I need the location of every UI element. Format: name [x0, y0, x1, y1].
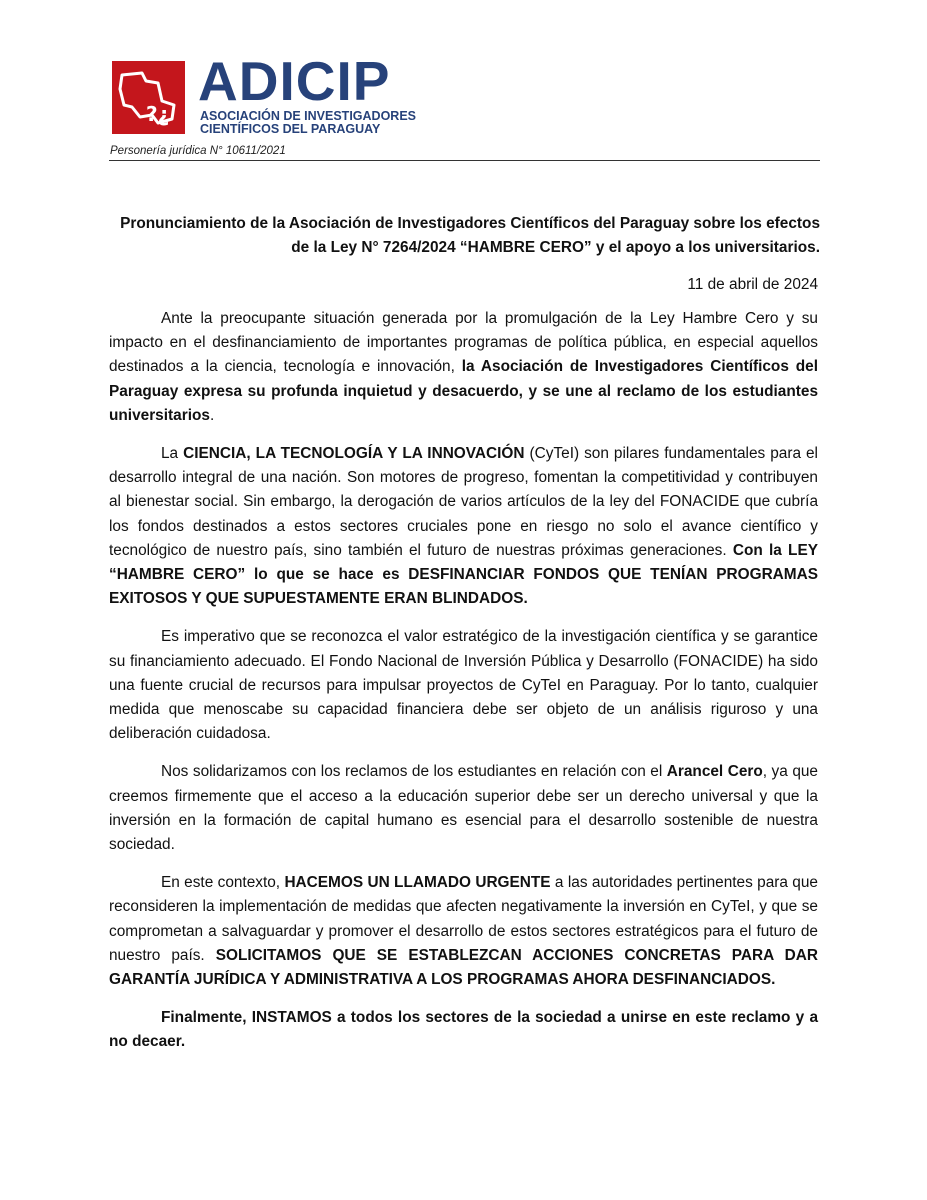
paragraph-5-bold-call: HACEMOS UN LLAMADO URGENTE: [284, 874, 551, 892]
paragraph-6-bold: Finalmente, INSTAMOS a todos los sectores de la sociedad a unirse en este reclamo y a no decaer.: [109, 1009, 818, 1051]
document-date: 11 de abril de 2024: [687, 276, 818, 293]
paragraph-2-start: La: [161, 445, 184, 463]
paragraph-2: [109, 442, 818, 611]
paraguay-map-icon: [112, 61, 185, 134]
paragraph-1-bold: la Asociación de Investigadores Científicos del Paraguay expresa su profunda inquietud y desacuerdo, y se une al reclamo de los estudiantes universitarios: [109, 358, 818, 424]
paragraph-5: [109, 871, 818, 992]
title-line-2: de la Ley N° 7264/2024 “HAMBRE CERO” y el apoyo a los universitarios.: [291, 239, 820, 256]
paragraph-2-text: (CyTeI) son pilares fundamentales para el desarrollo integral de una nación. Son motores de progreso, fomentan la competitividad y contribuyen al bienestar social. Sin embargo, la derogación de varios artículos de la ley del FONACIDE que cubría los fondos destinados a estos sectores cruciales pone en riesgo no solo el avance científico y tecnológico de nuestro país, sino también el futuro de nuestras próximas generaciones.: [109, 445, 818, 559]
paragraph-6: [109, 1006, 818, 1054]
paragraph-1: [109, 307, 818, 428]
logo-mark: ?¿: [146, 102, 170, 126]
paragraph-5-text: a las autoridades pertinentes para que reconsideren la implementación de medidas que afecten negativamente la inversión en CyTeI, y que se comprometan a salvaguardar y promover el desarrollo de estos sectores estratégicos para el futuro de nuestro país.: [109, 874, 818, 964]
header-divider: [109, 160, 820, 161]
document-body: [109, 307, 818, 1069]
paragraph-3: Es imperativo que se reconozca el valor estratégico de la investigación científica y se garantice su financiamiento adecuado. El Fondo Nacional de Inversión Pública y Desarrollo (FONACIDE) ha sido una fuente crucial de recursos para impulsar proyectos de CyTeI en Paraguay. Por lo tanto, cualquier medida que menoscabe su capacidad financiera debe ser objeto de un análisis riguroso y una deliberación cuidadosa.: [109, 628, 818, 743]
paragraph-1-text: Ante la preocupante situación generada por la promulgación de la Ley Hambre Cero y su impacto en el desfinanciamiento de importantes programas de política pública, en especial aquellos destinados a la ciencia, tecnología e innovación,: [109, 310, 818, 376]
brand-name: ADICIP: [198, 50, 391, 112]
brand-subtitle: [200, 110, 416, 136]
paragraph-4-bold: Arancel Cero: [666, 763, 763, 781]
paragraph-1-end: .: [209, 406, 215, 424]
paragraph-4-end: , ya que creemos firmemente que el acceso a la educación superior debe ser un derecho universal y que la inversión en la formación de capital humano es esencial para el desarrollo sostenible de nuestra sociedad.: [109, 763, 818, 854]
adicip-logo: [112, 61, 185, 134]
paragraph-2-bold-end: Con la LEY “HAMBRE CERO” lo que se hace es DESFINANCIAR FONDOS QUE TENÍAN PROGRAMAS EXITOSOS Y QUE SUPUESTAMENTE ERAN BLINDADOS.: [109, 541, 818, 608]
document-title: [109, 212, 820, 260]
paragraph-4: [109, 760, 818, 857]
paragraph-2-bold-cytei: CIENCIA, LA TECNOLOGÍA Y LA INNOVACIÓN: [183, 445, 525, 463]
paragraph-5-bold-end: SOLICITAMOS QUE SE ESTABLEZCAN ACCIONES CONCRETAS PARA DAR GARANTÍA JURÍDICA Y ADMINISTRATIVA A LOS PROGRAMAS AHORA DESFINANCIADOS.: [109, 946, 818, 989]
legal-registry: Personería jurídica N° 10611/2021: [110, 145, 286, 157]
brand-subtitle-line-2: CIENTÍFICOS DEL PARAGUAY: [200, 122, 381, 136]
paragraph-4-start: Nos solidarizamos con los reclamos de los estudiantes en relación con el: [161, 763, 667, 781]
brand-subtitle-line-1: ASOCIACIÓN DE INVESTIGADORES: [200, 109, 416, 123]
title-line-1: Pronunciamiento de la Asociación de Investigadores Científicos del Paraguay sobre los efectos: [120, 215, 820, 232]
paragraph-5-start: En este contexto,: [161, 874, 285, 892]
